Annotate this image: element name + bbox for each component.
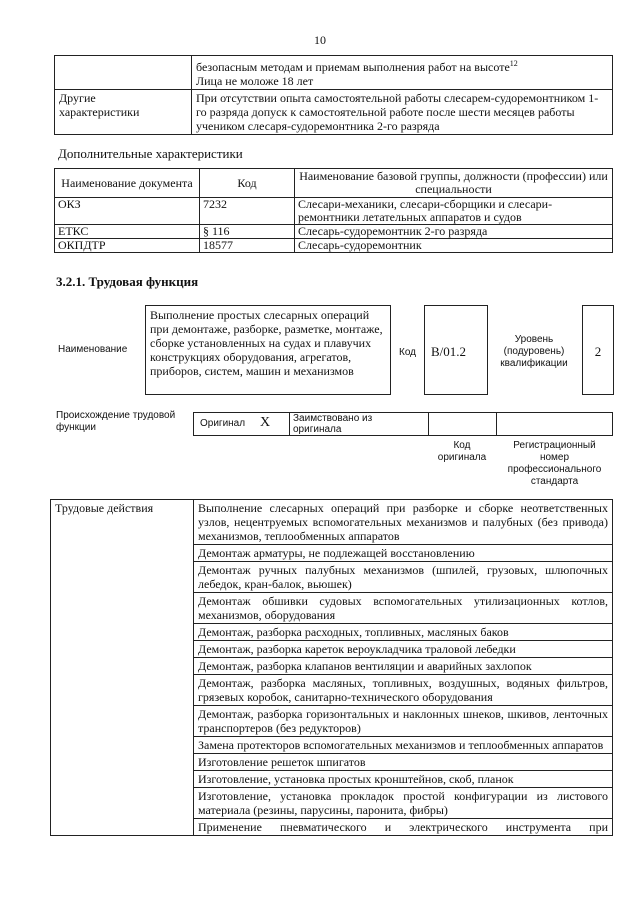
list-item: Демонтаж, разборка клапанов вентиляции и аварийных захлопок xyxy=(194,658,613,675)
page-number: 10 xyxy=(314,33,326,47)
cell-code: § 116 xyxy=(200,225,295,239)
table-row xyxy=(55,225,613,239)
registration-number-caption: Регистрационный номер профессионального стандарта xyxy=(507,440,602,487)
table-header-row xyxy=(55,169,613,198)
labor-actions-label: Трудовые действия xyxy=(51,500,194,836)
list-item: Демонтаж, разборка расходных, топливных, масляных баков xyxy=(194,624,613,641)
list-item: Демонтаж, разборка масляных, топливных, воздушных, водяных фильтров, грязевых коробок, санитарно-технического оборудования xyxy=(194,675,613,706)
additional-characteristics-table xyxy=(54,168,613,253)
cell-document: ЕТКС xyxy=(55,225,200,239)
height-work-text: безопасным методам и приемам выполнения работ на высоте xyxy=(196,60,510,74)
list-item: Изготовление, установка простых кронштейнов, скоб, планок xyxy=(194,771,613,788)
header-group: Наименование базовой группы, должности (профессии) или специальности xyxy=(295,169,613,198)
label-line: Другие xyxy=(59,91,96,105)
original-mark: X xyxy=(260,415,271,430)
code-label: Код xyxy=(399,347,417,358)
qualification-requirements-table xyxy=(54,55,613,135)
table-row xyxy=(55,239,613,253)
requirements-cell xyxy=(192,56,613,90)
labor-actions-table xyxy=(50,499,613,836)
header-document: Наименование документа xyxy=(55,169,200,198)
table-row xyxy=(55,56,613,90)
cell-code: 18577 xyxy=(200,239,295,253)
list-item: Демонтаж обшивки судовых вспомогательных утилизационных котлов, механизмов, оборудования xyxy=(194,593,613,624)
divider xyxy=(496,412,497,436)
additional-characteristics-heading: Дополнительные характеристики xyxy=(58,146,243,161)
list-item: Изготовление, установка прокладок простой конфигурации из листового материала (резины, парусины, паронита, фибры) xyxy=(194,788,613,819)
code-original-caption: Код оригинала xyxy=(437,440,487,463)
list-item: Замена протекторов вспомогательных механизмов и теплообменных аппаратов xyxy=(194,737,613,754)
origin-row xyxy=(193,412,613,436)
cell-code: 7232 xyxy=(200,198,295,225)
cell-group: Слесарь-судоремонтник 2-го разряда xyxy=(295,225,613,239)
divider xyxy=(428,412,429,436)
header-code: Код xyxy=(200,169,295,198)
list-item: Демонтаж арматуры, не подлежащей восстановлению xyxy=(194,545,613,562)
list-item: Демонтаж ручных палубных механизмов (шпилей, грузовых, шлюпочных лебедок, кран-балок, вьюшек) xyxy=(194,562,613,593)
other-characteristics-label xyxy=(55,90,192,135)
cell-group: Слесари-механики, слесари-сборщики и слесари-ремонтники летательных аппаратов и судов xyxy=(295,198,613,225)
table-row xyxy=(51,500,613,545)
age-requirement: Лица не моложе 18 лет xyxy=(196,74,314,88)
other-characteristics-text: При отсутствии опыта самостоятельной работы слесарем-судоремонтником 1-го разряда допуск к самостоятельной работе после шести месяцев работы учеником слесаря-судоремонтника 2-го разряда xyxy=(192,90,613,135)
list-item: Демонтаж, разборка кареток вероукладчика траловой лебедки xyxy=(194,641,613,658)
origin-label: Происхождение трудовой функции xyxy=(56,410,176,433)
cell-document: ОКЗ xyxy=(55,198,200,225)
list-item: Изготовление решеток шпигатов xyxy=(194,754,613,771)
cell-document: ОКПДТР xyxy=(55,239,200,253)
borrowed-label: Заимствовано из оригинала xyxy=(293,413,373,435)
table-row xyxy=(55,198,613,225)
name-label: Наименование xyxy=(58,344,128,355)
function-code-box: B/01.2 xyxy=(424,305,488,395)
divider xyxy=(289,412,290,436)
original-label: Оригинал xyxy=(200,418,246,429)
label-line: характеристики xyxy=(59,105,140,119)
empty-label-cell xyxy=(55,56,192,90)
qualification-level-label: Уровень (подуровень) квалификации xyxy=(500,334,568,369)
section-title: 3.2.1. Трудовая функция xyxy=(56,274,199,289)
list-item: Демонтаж, разборка горизонтальных и наклонных шнеков, шкивов, ленточных транспортеров (без редукторов) xyxy=(194,706,613,737)
footnote-mark: 12 xyxy=(509,59,518,68)
table-row xyxy=(55,90,613,135)
list-item: Применение пневматического и электрического инструмента при xyxy=(194,819,613,836)
cell-group: Слесарь-судоремонтник xyxy=(295,239,613,253)
function-name-box: Выполнение простых слесарных операций при демонтаже, разборке, разметке, монтаже, сборке установленных на судах и плавучих конструкциях оборудования, агрегатов, приборов, систем, машин и механизмов xyxy=(145,305,391,395)
qualification-level-box: 2 xyxy=(582,305,614,395)
list-item: Выполнение слесарных операций при разборке и сборке неответственных узлов, нецентруемых вспомогательных механизмов и палубных (без привода) механизмов, теплообменных аппаратов xyxy=(194,500,613,545)
